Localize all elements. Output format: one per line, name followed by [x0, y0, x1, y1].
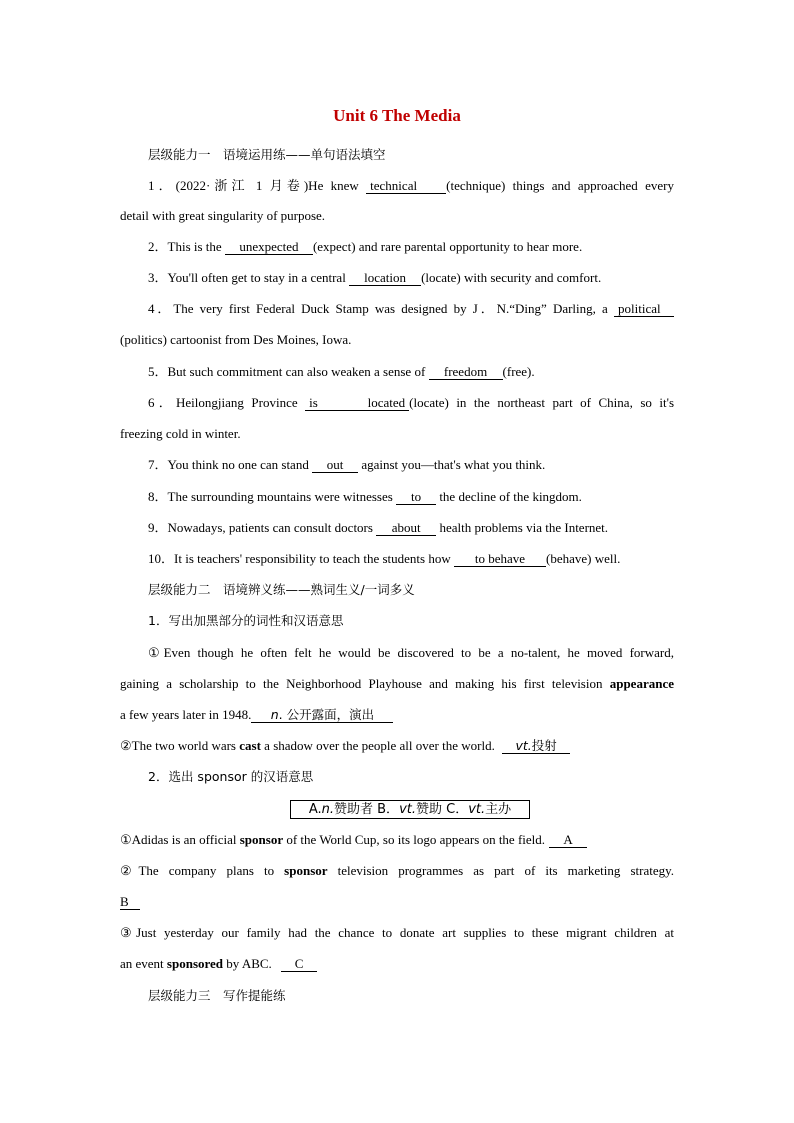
question-text: It is teachers' responsibility to teach the students how [174, 551, 451, 566]
answer-blank: to [396, 489, 436, 505]
sentence-text: of the World Cup, so its logo appears on the field. [286, 832, 546, 847]
question-1-continued: detail with great singularity of purpose. [120, 208, 326, 223]
sentence-text: ②The two world wars [120, 738, 236, 753]
question-3 [148, 269, 674, 287]
meaning: . 公开露面，演出 [278, 707, 375, 722]
answer-blank: A [549, 832, 587, 848]
sentence-text: ②The company plans to [120, 863, 275, 878]
question-text: health problems via the Internet. [439, 520, 609, 535]
question-text: (2022·浙江 1 月卷)He knew [175, 178, 359, 193]
question-number: 7． [148, 457, 168, 472]
answer-blank: B [120, 894, 140, 910]
question-number: 10． [148, 551, 175, 566]
option-label: A. [308, 802, 322, 817]
question-text: (locate) with security and comfort. [421, 270, 602, 285]
part-of-speech: vt. [399, 802, 416, 817]
question-text: But such commitment can also weaken a sense of [167, 364, 426, 379]
part-2b [120, 862, 674, 880]
answer-blank: unexpected [225, 239, 313, 255]
sentence-text: by ABC. [226, 956, 272, 971]
option-text: 赞助者 [333, 802, 373, 817]
part-2b-answer-line [120, 893, 674, 911]
question-9 [148, 519, 674, 537]
option-text: 主办 [485, 802, 512, 817]
question-text: (locate) in the northeast part of China, so it's [409, 395, 674, 410]
question-8 [148, 488, 674, 506]
option-text: 赞助 [416, 802, 443, 817]
question-number: 3． [148, 270, 168, 285]
meaning: 投射 [531, 738, 557, 753]
question-text: (expect) and rare parental opportunity to hear more. [312, 239, 583, 254]
question-5 [148, 363, 674, 381]
answer-blank: location [349, 270, 421, 286]
question-text: (free). [502, 364, 535, 379]
question-number: 9． [148, 520, 168, 535]
question-number: 8． [148, 489, 168, 504]
question-text: The very first Federal Duck Stamp was designed by J．N.“Ding” Darling, a [173, 301, 608, 316]
question-number: 6． [148, 395, 177, 410]
part-of-speech: vt. [515, 738, 532, 753]
part-2c-line-1: ③Just yesterday our family had the chance to donate art supplies to these migrant children at [120, 925, 674, 940]
part-2a [120, 831, 674, 849]
question-text: Heilongjiang Province [176, 395, 298, 410]
answer-blank [251, 707, 393, 723]
page-title: Unit 6 The Media [333, 106, 461, 125]
question-number: 4． [148, 301, 174, 316]
sentence-text: gaining a scholarship to the Neighborhood Playhouse and making his first television [120, 676, 603, 691]
answer-blank [502, 738, 570, 754]
question-4-continued: (politics) cartoonist from Des Moines, Iowa. [120, 332, 352, 347]
bold-word: sponsored [166, 956, 224, 971]
question-text: The surrounding mountains were witnesses [167, 489, 393, 504]
part-1a-line-2 [120, 675, 674, 693]
part-2-instruction: 2．选出 sponsor 的汉语意思 [148, 769, 314, 784]
question-text: This is the [167, 239, 222, 254]
sentence-text: a shadow over the people all over the world. [264, 738, 495, 753]
part-1a-line-1: ①Even though he often felt he would be discovered to be a no-talent, he moved forward, [148, 645, 674, 660]
part-2c-line-2 [120, 955, 674, 973]
answer-blank: political [614, 301, 674, 317]
question-text: (technique) things and approached every [446, 178, 674, 193]
section-heading-2: 层级能力二 语境辨义练——熟词生义/一词多义 [148, 582, 415, 597]
bold-word: cast [239, 738, 261, 753]
question-6-continued: freezing cold in winter. [120, 426, 241, 441]
option-label: B． [377, 802, 400, 817]
answer-blank: C [281, 956, 317, 972]
sentence-text: television programmes as part of its marketing strategy. [337, 863, 675, 878]
question-text: (behave) well. [546, 551, 621, 566]
bold-word: sponsor [239, 832, 284, 847]
bold-word: appearance [609, 676, 674, 691]
question-text: Nowadays, patients can consult doctors [167, 520, 373, 535]
sentence-text: a few years later in 1948. [120, 707, 252, 722]
question-6 [148, 394, 674, 412]
answer-blank: is located [305, 395, 409, 411]
answer-blank: to behave [454, 551, 546, 567]
question-1 [148, 177, 674, 195]
part-of-speech: n [270, 707, 279, 722]
question-4 [148, 300, 674, 318]
section-heading-1: 层级能力一 语境运用练——单句语法填空 [148, 147, 386, 162]
question-text: You'll often get to stay in a central [167, 270, 346, 285]
sentence-text: ①Adidas is an official [120, 832, 237, 847]
answer-blank: out [312, 457, 358, 473]
question-number: 5． [148, 364, 168, 379]
part-1b [120, 737, 674, 755]
question-text: the decline of the kingdom. [439, 489, 582, 504]
answer-blank: freedom [429, 364, 503, 380]
options-box [290, 800, 530, 819]
part-of-speech: n. [321, 802, 334, 817]
question-number: 1． [148, 178, 176, 193]
question-2 [148, 238, 674, 256]
question-number: 2． [148, 239, 168, 254]
question-text: You think no one can stand [167, 457, 309, 472]
answer-blank: about [376, 520, 436, 536]
part-1a-line-3 [120, 706, 674, 724]
section-heading-3: 层级能力三 写作提能练 [148, 988, 286, 1003]
answer-blank: technical [366, 178, 446, 194]
question-10 [148, 550, 674, 568]
bold-word: sponsor [284, 863, 328, 878]
question-text: against you—that's what you think. [361, 457, 546, 472]
question-7 [148, 456, 674, 474]
sentence-text: an event [120, 956, 164, 971]
part-1-instruction: 1．写出加黑部分的词性和汉语意思 [148, 613, 344, 628]
option-label: C． [446, 802, 469, 817]
part-of-speech: vt. [468, 802, 486, 817]
